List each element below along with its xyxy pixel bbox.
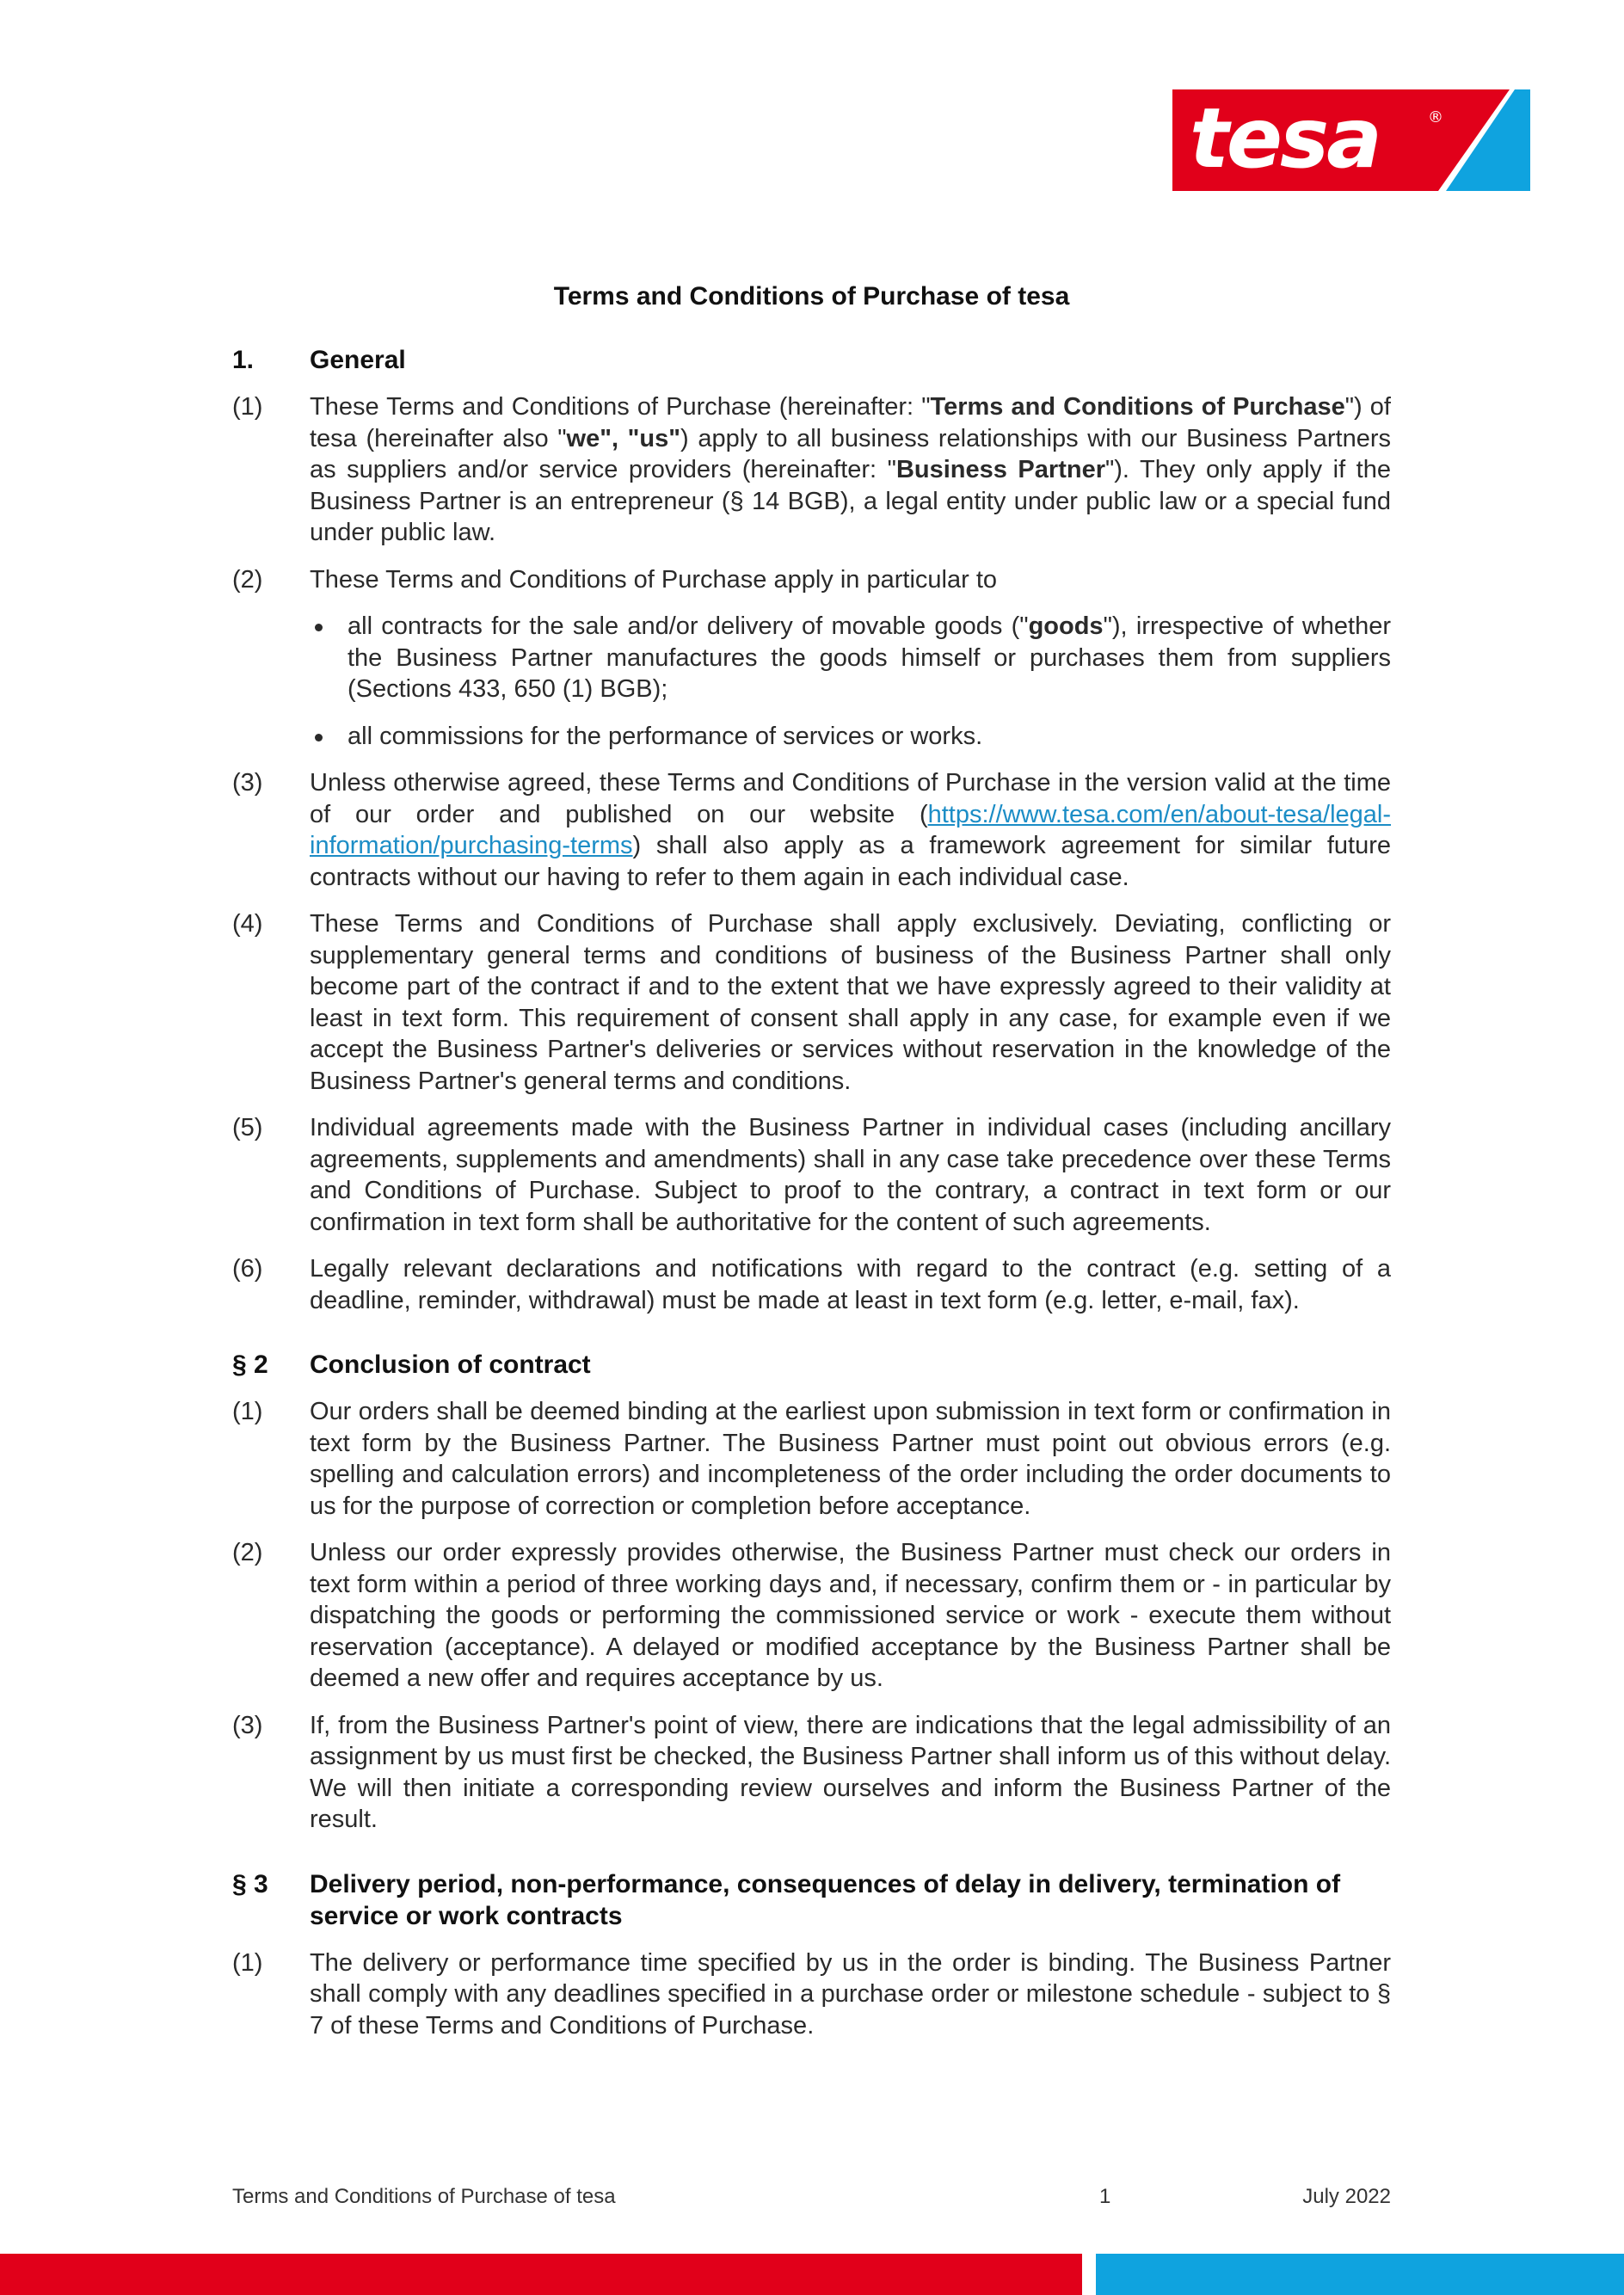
clause-number: (4): [232, 910, 263, 938]
clause-paragraph: [232, 908, 1391, 1097]
clause-paragraph: [232, 1710, 1391, 1836]
clause-number: (6): [232, 1255, 263, 1283]
footer-date: July 2022: [1302, 2185, 1391, 2208]
logo-registered-mark: ®: [1428, 108, 1443, 126]
footer-red-bar: [0, 2254, 1082, 2295]
purchasing-terms-link[interactable]: https://www.tesa.com/en/about-tesa/legal-information/purchasing-terms: [310, 800, 1391, 859]
bullet-item: [232, 721, 1391, 753]
clause-number: (3): [232, 769, 263, 797]
clause-number: (1): [232, 1948, 263, 1977]
clause-paragraph: [232, 391, 1391, 549]
footer-document-name: Terms and Conditions of Purchase of tesa: [232, 2185, 616, 2208]
bullet-dot-icon: [315, 624, 323, 631]
section-number: § 2: [232, 1351, 268, 1379]
clause-paragraph: [232, 1947, 1391, 2042]
section-heading: [232, 1349, 1391, 1381]
clause-text: These Terms and Conditions of Purchase apply in particular to: [310, 565, 998, 594]
clause-text: Legally relevant declarations and notifications with regard to the contract (e.g. setting of a deadline, reminder, withdrawal) must be made at least in text form (e.g. letter, e-mail, fax).: [310, 1255, 1391, 1314]
clause-text: The delivery or performance time specified by us in the order is binding. The Business Partner shall comply with any deadlines specified in a purchase order or milestone schedule - subject to § 7 of these Terms and Conditions of Purchase.: [310, 1948, 1391, 2040]
clause-number: (1): [232, 393, 263, 421]
section-title: Conclusion of contract: [310, 1351, 591, 1379]
clause-number: (2): [232, 565, 263, 594]
document-title: Terms and Conditions of Purchase of tesa: [553, 282, 1070, 311]
clause-number: (3): [232, 1711, 263, 1739]
tesa-logo: [1172, 89, 1530, 191]
clause-text: These Terms and Conditions of Purchase (hereinafter: "Terms and Conditions of Purchase") of tesa (hereinafter also "we", "us") apply to all business relationships with our Business Partners as suppliers and/or service providers (hereinafter: "Business Partner"). They only apply if the Business Partner is an entrepreneur (§ 14 BGB), a legal entity under public law or a special fund under public law.: [310, 393, 1391, 546]
clause-paragraph: [232, 767, 1391, 893]
clause-text: Our orders shall be deemed binding at the earliest upon submission in text form or confirmation in text form by the Business Partner. The Business Partner must point out obvious errors (e.g. spelling and calculation errors) and incompleteness of the order including the order documents to us for the purpose of correction or completion before acceptance.: [310, 1398, 1391, 1520]
bullet-list: [232, 595, 1391, 752]
clause-paragraph: [232, 1537, 1391, 1695]
section-title: Delivery period, non-performance, consequences of delay in delivery, termination of service or work contracts: [310, 1869, 1341, 1930]
clause-paragraph: [232, 564, 1391, 596]
footer-page-number: 1: [1099, 2185, 1111, 2208]
bullet-dot-icon: [315, 734, 323, 741]
clause-text: Individual agreements made with the Business Partner in individual cases (including ancillary agreements, supplements and amendments) shall in any case take precedence over these Terms and Conditions of Purchase. Subject to proof to the contrary, a contract in text form or our confirmation in text form shall be authoritative for the content of such agreements.: [310, 1114, 1391, 1236]
clause-text: These Terms and Conditions of Purchase shall apply exclusively. Deviating, conflicting or supplementary general terms and conditions of business of the Business Partner shall only become part of the contract if and to the extent that we have expressly agreed to their validity at least in text form. This requirement of consent shall apply in any case, for example even if we accept the Business Partner's deliveries or services without reservation in the knowledge of the Business Partner's general terms and conditions.: [310, 910, 1391, 1095]
section-heading: [232, 1868, 1391, 1932]
footer-blue-bar: [1096, 2254, 1624, 2295]
clause-text: If, from the Business Partner's point of view, there are indications that the legal admissibility of an assignment by us must first be checked, the Business Partner shall inform us of this without delay. We will then initiate a corresponding review ourselves and inform the Business Partner of the result.: [310, 1711, 1391, 1833]
clause-paragraph: [232, 1112, 1391, 1238]
clause-text: Unless otherwise agreed, these Terms and Conditions of Purchase in the version valid at the time of our order and published on our website (https://www.tesa.com/en/about-tesa/legal-information/purchasing-terms) shall also apply as a framework agreement for similar future contracts without our having to refer to them again in each individual case.: [310, 769, 1391, 891]
clause-number: (2): [232, 1539, 263, 1566]
clause-paragraph: [232, 1253, 1391, 1316]
section-heading: [232, 344, 1391, 376]
clause-paragraph: [232, 1396, 1391, 1522]
bullet-item: [232, 611, 1391, 705]
clause-number: (5): [232, 1114, 263, 1141]
bullet-text: all commissions for the performance of services or works.: [348, 722, 983, 750]
logo-wordmark: tesa: [1190, 90, 1380, 187]
bullet-text: all contracts for the sale and/or delivery of movable goods ("goods"), irrespective of whether the Business Partner manufactures the goods himself or purchases them from suppliers (Sections 433, 650 (1) BGB);: [348, 612, 1391, 703]
section-number: 1.: [232, 346, 255, 374]
document-body: [232, 344, 1391, 2041]
section-title: General: [310, 346, 406, 374]
clause-number: (1): [232, 1398, 263, 1425]
clause-text: Unless our order expressly provides otherwise, the Business Partner must check our orders in text form within a period of three working days and, if necessary, confirm them or - in particular by dispatching the goods or performing the commissioned service or work - execute them without reservation (acceptance). A delayed or modified acceptance by the Business Partner shall be deemed a new offer and requires acceptance by us.: [310, 1539, 1391, 1692]
section-number: § 3: [232, 1869, 268, 1898]
